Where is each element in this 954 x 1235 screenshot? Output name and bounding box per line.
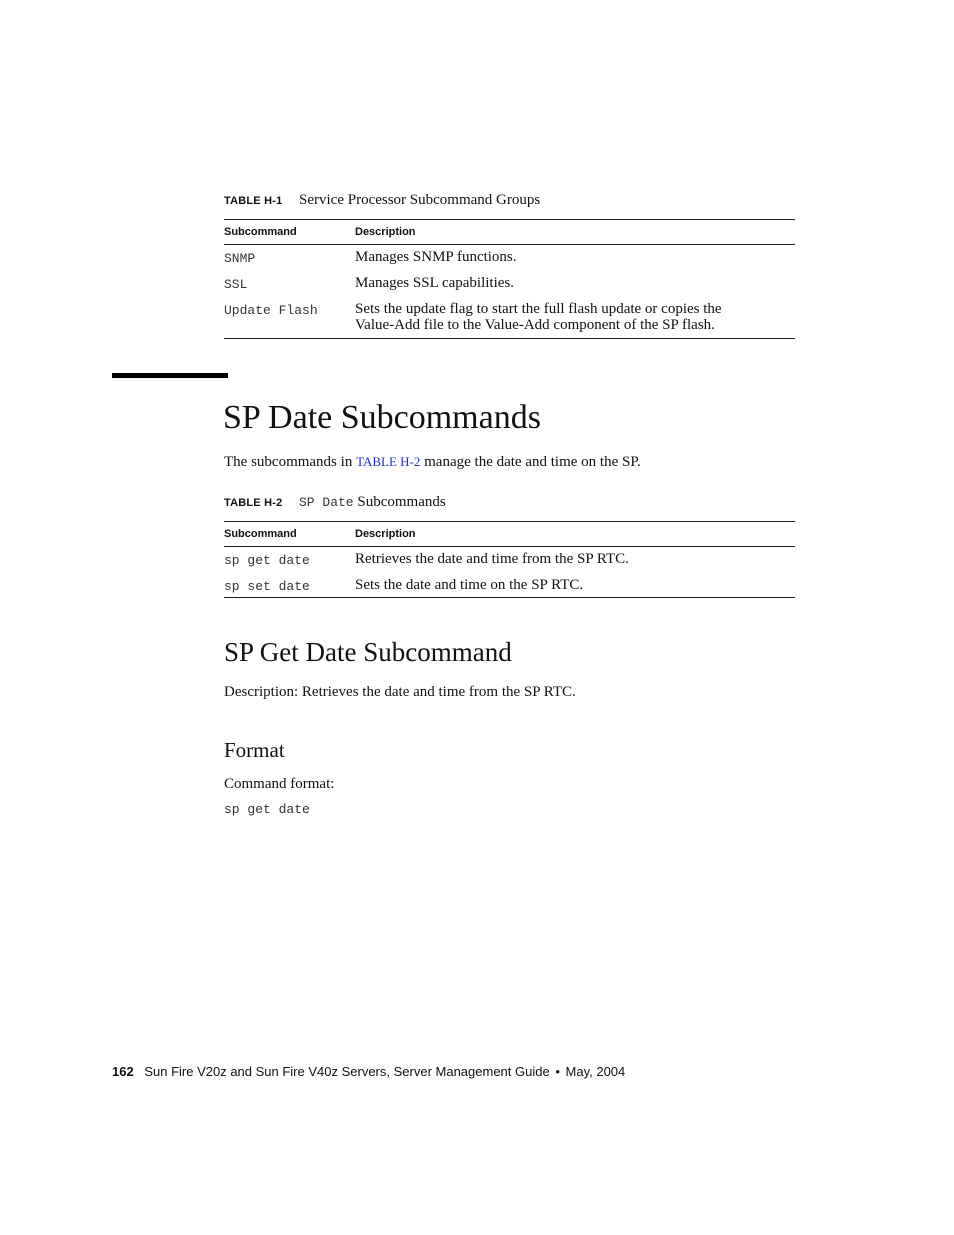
subsection-description: Description: Retrieves the date and time from the SP RTC.	[224, 684, 576, 700]
description-cell: Retrieves the date and time from the SP RTC.	[355, 551, 629, 567]
footer-title: Sun Fire V20z and Sun Fire V40z Servers, Server Management Guide	[144, 1064, 550, 1079]
column-header-subcommand: Subcommand	[224, 528, 297, 540]
description-cell: Manages SSL capabilities.	[355, 275, 514, 291]
table-caption: Service Processor Subcommand Groups	[299, 192, 541, 208]
table-bottom-rule	[224, 597, 795, 598]
subcommand-cell: sp set date	[224, 579, 310, 594]
description-cell-line2: Value-Add file to the Value-Add component of the SP flash.	[355, 317, 715, 333]
table-top-rule	[224, 219, 795, 220]
page-footer	[112, 1064, 625, 1079]
description-cell: Sets the update flag to start the full flash update or copies the	[355, 301, 722, 317]
subcommand-cell: sp get date	[224, 553, 310, 568]
subsection-title: SP Get Date Subcommand	[224, 637, 512, 667]
command-code: sp get date	[224, 802, 310, 817]
intro-text: The subcommands in	[224, 454, 357, 470]
table-header-rule	[224, 244, 795, 245]
column-header-description: Description	[355, 528, 416, 540]
table-caption	[299, 494, 446, 511]
table-bottom-rule	[224, 338, 795, 339]
description-cell: Sets the date and time on the SP RTC.	[355, 577, 584, 593]
subcommand-cell: Update Flash	[224, 303, 318, 318]
subcommand-cell: SSL	[224, 277, 248, 292]
column-header-subcommand: Subcommand	[224, 226, 297, 238]
footer-date: May, 2004	[565, 1064, 626, 1079]
table-header-rule	[224, 546, 795, 547]
description-cell: Manages SNMP functions.	[355, 249, 517, 265]
footer-bullet: •	[555, 1064, 560, 1079]
table-label: TABLE H-1	[224, 195, 283, 207]
subcommand-cell: SNMP	[224, 251, 256, 266]
format-label: Command format:	[224, 776, 335, 792]
column-header-description: Description	[355, 226, 416, 238]
section-title: SP Date Subcommands	[223, 399, 541, 436]
table-top-rule	[224, 521, 795, 522]
section-bar	[112, 373, 228, 378]
format-title: Format	[224, 738, 285, 762]
caption-code: SP Date	[299, 495, 354, 510]
section-intro	[224, 454, 641, 471]
table-label: TABLE H-2	[224, 497, 283, 509]
page-number: 162	[112, 1064, 134, 1079]
caption-text: Subcommands	[353, 494, 446, 510]
intro-text-end: manage the date and time on the SP.	[420, 454, 641, 470]
table-h2-link[interactable]: TABLE H-2	[356, 454, 421, 469]
